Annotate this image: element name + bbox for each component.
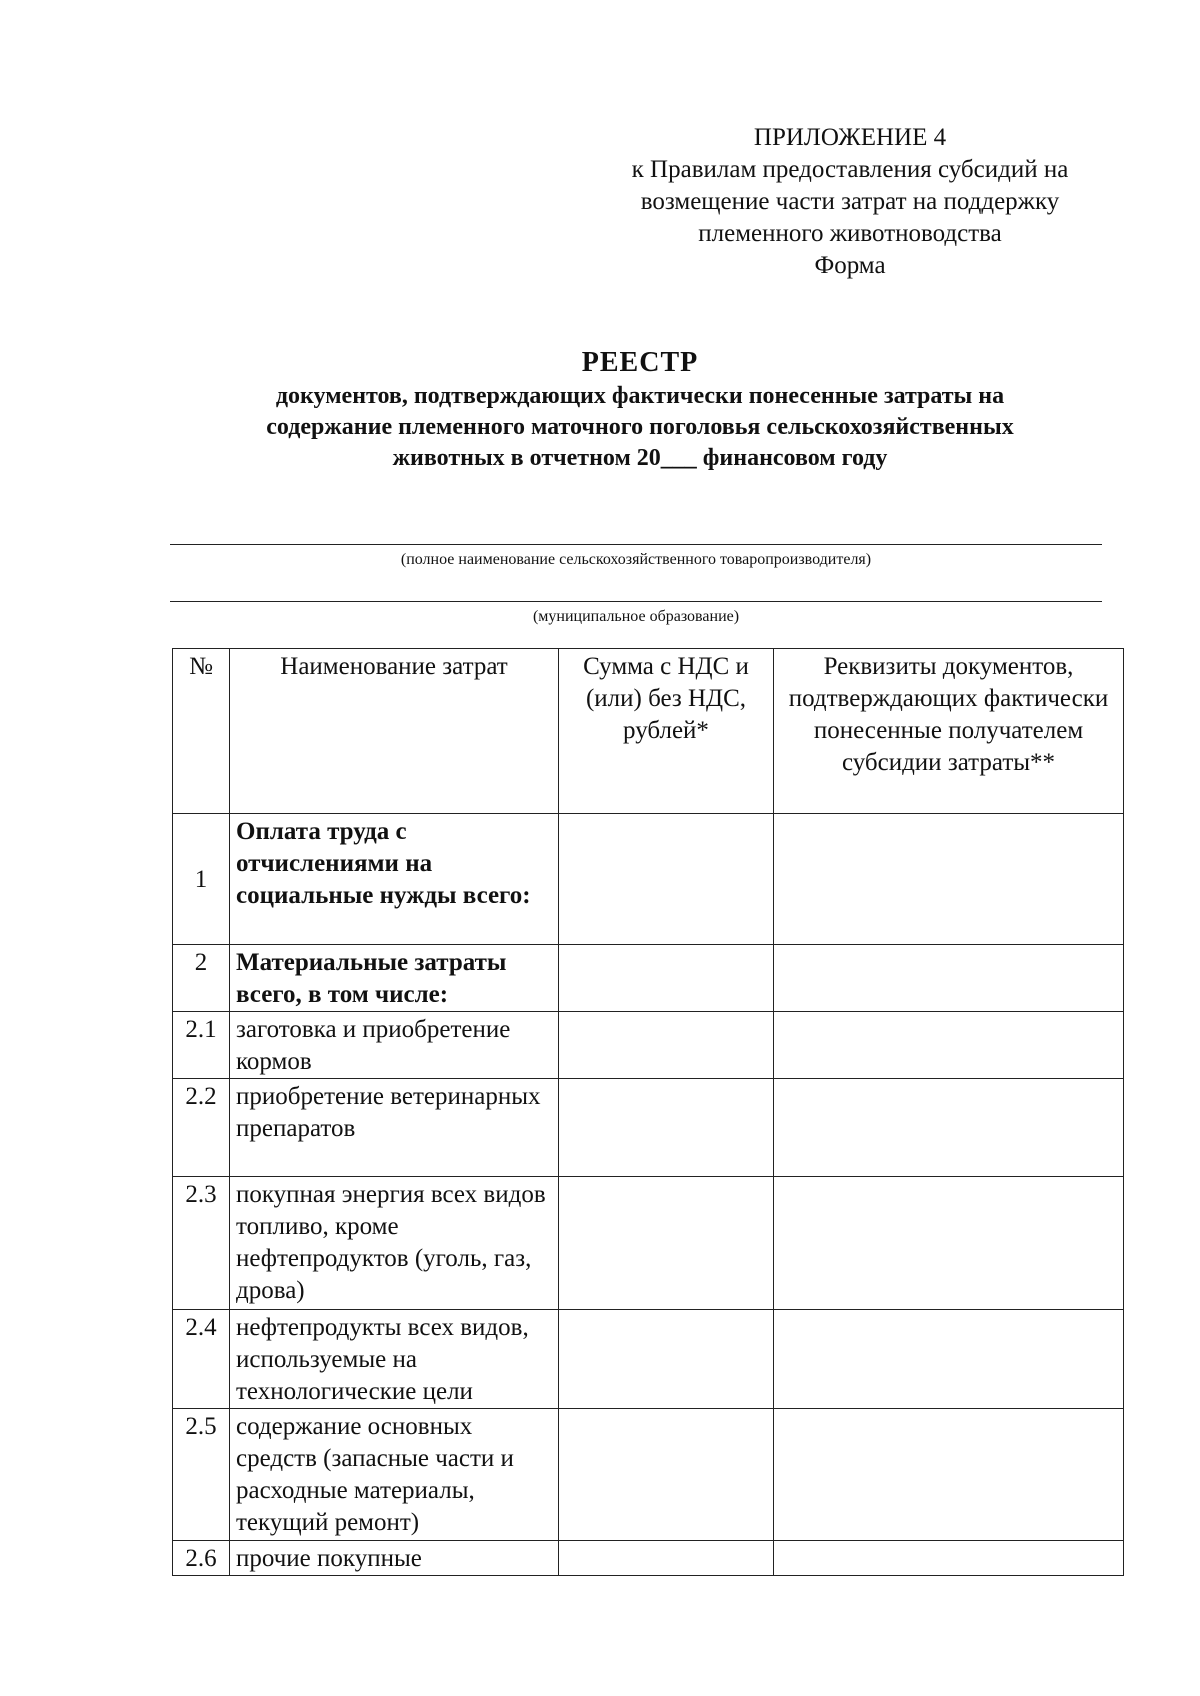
sum-cell — [559, 1310, 774, 1409]
table-row — [173, 1310, 1124, 1409]
table-header-row — [173, 649, 1124, 814]
title-line-3: животных в отчетном 20___ финансовом году — [392, 445, 888, 471]
title-main: РЕЕСТР — [581, 347, 699, 378]
row-number: 2.6 — [173, 1541, 230, 1576]
column-header-number: № — [173, 649, 230, 814]
producer-name-line — [170, 544, 1102, 545]
row-number: 2.5 — [173, 1409, 230, 1541]
appendix-number: ПРИЛОЖЕНИЕ 4 — [753, 124, 947, 151]
document-details-cell — [774, 945, 1124, 1012]
sum-cell — [559, 1409, 774, 1541]
table-row — [173, 1541, 1124, 1576]
title-line-2: содержание племенного маточного поголовья сельскохозяйственных — [266, 414, 1014, 440]
column-header-document-details: Реквизиты документов, подтверждающих фактически понесенные получателем субсидии затраты** — [774, 649, 1124, 814]
document-details-cell — [774, 1177, 1124, 1310]
row-number: 2.3 — [173, 1177, 230, 1310]
municipality-caption: (муниципальное образование) — [532, 608, 740, 625]
appendix-reference-line-2: возмещение части затрат на поддержку — [640, 188, 1060, 215]
column-header-expense-name: Наименование затрат — [230, 649, 559, 814]
document-details-cell — [774, 1012, 1124, 1079]
sum-cell — [559, 1177, 774, 1310]
expense-name: приобретение ветеринарных препаратов — [230, 1079, 559, 1177]
table-row — [173, 1177, 1124, 1310]
row-number: 2.4 — [173, 1310, 230, 1409]
table-row — [173, 1012, 1124, 1079]
expense-name: содержание основных средств (запасные части и расходные материалы, текущий ремонт) — [230, 1409, 559, 1541]
sum-cell — [559, 1541, 774, 1576]
row-number: 2.1 — [173, 1012, 230, 1079]
producer-name-caption: (полное наименование сельскохозяйственного товаропроизводителя) — [400, 551, 872, 568]
expenses-registry-table — [172, 648, 1124, 1576]
expense-name: нефтепродукты всех видов, используемые на технологические цели — [230, 1310, 559, 1409]
form-label: Форма — [814, 252, 886, 279]
document-details-cell — [774, 1079, 1124, 1177]
expense-name: Оплата труда с отчислениями на социальные нужды всего: — [230, 814, 559, 945]
table-row — [173, 1079, 1124, 1177]
appendix-reference-line-3: племенного животноводства — [698, 220, 1002, 247]
row-number: 1 — [173, 814, 230, 945]
expense-name: прочие покупные — [230, 1541, 559, 1576]
expense-name: Материальные затраты всего, в том числе: — [230, 945, 559, 1012]
table-row — [173, 814, 1124, 945]
appendix-header — [590, 122, 1110, 282]
document-title — [150, 345, 1130, 474]
table-row — [173, 945, 1124, 1012]
row-number: 2.2 — [173, 1079, 230, 1177]
expense-name: покупная энергия всех видов топливо, кроме нефтепродуктов (уголь, газ, дрова) — [230, 1177, 559, 1310]
sum-cell — [559, 1012, 774, 1079]
sum-cell — [559, 945, 774, 1012]
appendix-reference-line-1: к Правилам предоставления субсидий на — [631, 156, 1069, 183]
title-line-1: документов, подтверждающих фактически понесенные затраты на — [275, 383, 1005, 409]
table-row — [173, 1409, 1124, 1541]
document-details-cell — [774, 1310, 1124, 1409]
document-details-cell — [774, 814, 1124, 945]
expense-name: заготовка и приобретение кормов — [230, 1012, 559, 1079]
column-header-sum: Сумма с НДС и (или) без НДС, рублей* — [559, 649, 774, 814]
document-details-cell — [774, 1409, 1124, 1541]
municipality-line — [170, 601, 1102, 602]
sum-cell — [559, 1079, 774, 1177]
row-number: 2 — [173, 945, 230, 1012]
sum-cell — [559, 814, 774, 945]
document-details-cell — [774, 1541, 1124, 1576]
